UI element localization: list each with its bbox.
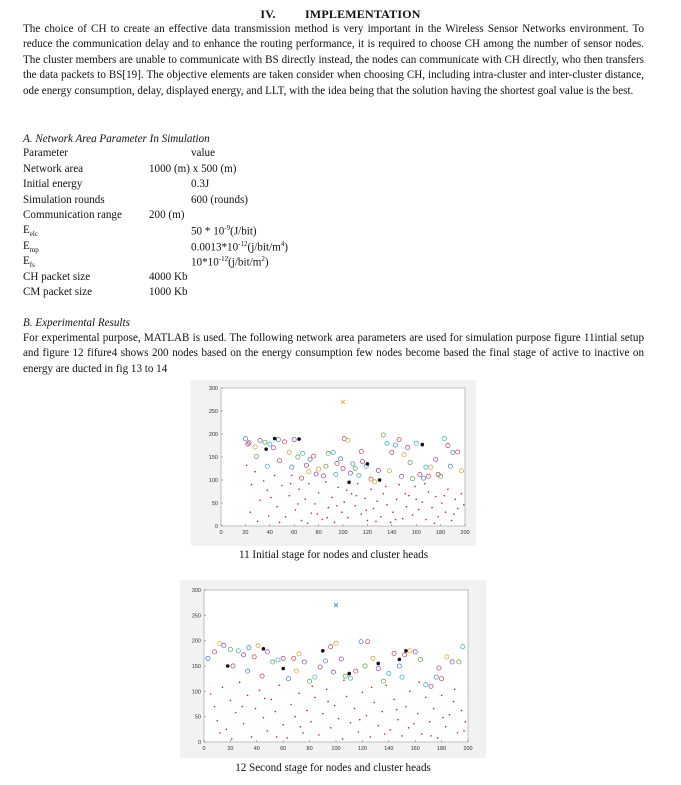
dead-node-point [364,498,366,500]
dead-node-point [437,516,439,518]
dead-node-point [290,704,292,706]
cluster-head-point [404,649,408,653]
dead-node-point [219,732,221,734]
dead-node-point [263,717,265,719]
dead-node-point [271,699,273,701]
x-tick-label: 20 [242,530,249,536]
dead-node-point [263,480,265,482]
dead-node-point [370,736,372,738]
param-name: Communication range [23,209,122,221]
dead-node-point [338,718,340,720]
dead-node-point [342,738,344,740]
dead-node-point [307,522,309,524]
dead-node-point [279,522,281,524]
x-tick-label: 180 [436,530,446,536]
dead-node-point [414,486,416,488]
y-tick-label: 100 [208,478,218,484]
cluster-head-point [262,647,266,651]
dead-node-point [415,499,417,501]
dead-node-point [356,495,358,497]
dead-node-point [425,697,427,699]
dead-node-point [274,475,276,477]
value-end: ) [284,241,288,254]
dead-node-point [431,507,433,509]
dead-node-point [334,522,336,524]
dead-node-point [301,520,303,522]
dead-node-point [327,701,329,703]
dead-node-point [385,684,387,686]
dead-node-point [408,495,410,497]
dead-node-point [449,714,451,716]
dead-node-point [276,506,278,508]
dead-node-point [441,695,443,697]
dead-node-point [390,522,392,524]
dead-node-point [270,497,272,499]
dead-node-point [294,716,296,718]
dead-node-point [453,701,455,703]
dead-node-point [451,520,453,522]
dead-node-point [454,689,456,691]
x-tick-label: 40 [253,746,260,752]
dead-node-point [406,506,408,508]
param-subscript: elc [29,230,38,239]
cluster-head-point [398,658,402,662]
dead-node-point [308,483,310,485]
x-tick-label: 40 [266,530,273,536]
dead-node-point [421,733,423,735]
dead-node-point [314,503,316,505]
y-tick-label: 150 [191,664,201,670]
dead-node-point [358,731,360,733]
subsection-b-heading: B. Experimental Results [23,317,130,329]
x-tick-label: 60 [280,746,287,752]
subsection-a-heading: A. Network Area Parameter In Simulation [23,133,210,145]
dead-node-point [447,488,449,490]
dead-node-point [247,695,249,697]
dead-node-point [343,501,345,503]
x-tick-label: 80 [315,530,322,536]
plot-area [221,388,465,526]
dead-node-point [398,484,400,486]
dead-node-point [239,681,241,683]
dead-node-point [322,713,324,715]
param-symbol: E [23,240,30,252]
dead-node-point [243,723,245,725]
param-value: 1000 (m) x 500 (m) [149,163,237,175]
cluster-head-point [421,443,425,447]
y-tick-label: 200 [191,638,201,645]
y-tick-label: 300 [191,588,201,594]
dead-node-point [318,492,320,494]
dead-node-point [226,729,228,731]
dead-node-point [362,692,364,694]
figure-12-scatter-plot [180,580,486,758]
dead-node-point [413,723,415,725]
x-tick-label: 80 [306,746,313,752]
dead-node-point [465,721,467,723]
dead-node-point [376,500,378,502]
dead-node-point [346,696,348,698]
dead-node-point [445,726,447,728]
dead-node-point [357,483,359,485]
dead-node-point [331,497,333,499]
value-unit-exponent: 4 [280,240,285,248]
param-symbol: E [23,224,30,236]
dead-node-point [268,515,270,517]
dead-node-point [325,481,327,483]
value-main: 10*10 [191,256,219,269]
dead-node-point [311,685,313,687]
value-exponent: -12 [218,255,229,263]
param-value: 4000 Kb [149,271,188,283]
value-unit: (J/bit) [230,225,257,238]
dead-node-point [314,697,316,699]
dead-node-point [259,499,261,501]
cluster-head-point [264,447,268,451]
y-tick-label: 250 [208,409,218,415]
dead-node-point [298,488,300,490]
value-exponent: -12 [238,240,248,248]
param-value [191,255,269,269]
dead-node-point [409,691,411,693]
param-symbol: E [23,255,30,267]
x-tick-label: 120 [362,530,372,536]
y-tick-label: 250 [191,613,201,620]
parameter-table [0,0,681,300]
dead-node-point [417,713,419,715]
dead-node-point [326,689,328,691]
x-tick-label: 160 [411,530,421,536]
param-name: CM packet size [23,286,93,298]
value-exponent: -9 [224,224,231,232]
dead-node-point [365,510,367,512]
param-name: Simulation rounds [23,194,105,206]
x-tick-label: 120 [357,746,367,752]
x-tick-label: 140 [384,746,394,752]
dead-node-point [463,504,465,506]
dead-node-point [300,726,302,728]
dead-node-point [295,509,297,511]
dead-node-point [210,693,212,695]
dead-node-point [216,720,218,722]
param-name: Initial energy [23,178,83,190]
dead-node-point [408,727,410,729]
dead-node-point [310,721,312,723]
dead-node-point [457,508,459,510]
x-tick-label: 140 [387,530,397,536]
param-subscript: mp [29,246,39,255]
dead-node-point [302,732,304,734]
dead-node-point [291,475,293,477]
dead-node-point [297,503,299,505]
dead-node-point [463,730,465,732]
dead-node-point [354,708,356,710]
dead-node-point [392,511,394,513]
value-unit: (j/bit/m [247,241,281,254]
x-tick-label: 0 [202,746,206,752]
dead-node-point [422,501,424,503]
param-value: 1000 Kb [149,286,188,298]
dead-node-point [367,520,369,522]
dead-node-point [328,507,330,509]
param-value [191,224,257,238]
plot-area [204,590,468,742]
dead-node-point [334,705,336,707]
cluster-head-point [321,649,325,653]
dead-node-point [397,719,399,721]
dead-node-point [430,735,432,737]
param-header-value: value [191,147,216,159]
dead-node-point [433,708,435,710]
dead-node-point [443,495,445,497]
cluster-head-point [297,437,301,441]
dead-node-point [281,485,283,487]
param-name: Network area [23,163,84,175]
dead-node-point [441,502,443,504]
y-tick-label: 200 [208,432,218,438]
dead-node-point [330,727,332,729]
cluster-head-point [273,437,277,441]
dead-node-point [389,729,391,731]
dead-node-point [445,511,447,513]
param-value: 600 (rounds) [191,194,249,206]
x-tick-label: 180 [437,746,447,752]
dead-node-point [396,499,398,501]
dead-node-point [310,512,312,514]
x-tick-label: 0 [219,530,223,536]
dead-node-point [454,499,456,501]
dead-node-point [404,493,406,495]
dead-node-point [298,693,300,695]
param-name [23,255,35,269]
dead-node-point [304,499,306,501]
dead-node-point [402,518,404,520]
dead-node-point [381,711,383,713]
dead-node-point [321,519,323,521]
dead-node-point [251,484,253,486]
cluster-head-point [347,481,351,485]
dead-node-point [276,736,278,738]
y-tick-label: 0 [214,524,218,530]
dead-node-point [370,488,372,490]
dead-node-point [290,483,292,485]
dead-node-point [249,511,251,513]
x-tick-label: 200 [463,746,473,752]
value-unit-exponent: 2 [261,255,265,263]
dead-node-point [285,516,287,518]
x-tick-label: 160 [410,746,420,752]
dead-node-point [267,489,269,491]
figure-11-frame [191,380,476,546]
dead-node-point [289,495,291,497]
dead-node-point [318,734,320,736]
dead-node-point [461,493,463,495]
dead-node-point [424,483,426,485]
dead-node-point [341,511,343,513]
param-value: 200 (m) [149,209,185,221]
dead-node-point [326,517,328,519]
dead-node-point [359,719,361,721]
figure-12-frame [180,580,486,758]
section-title: IMPLEMENTATION [304,7,421,21]
cluster-head-point [376,662,380,666]
dead-node-point [412,514,414,516]
dead-node-point [375,521,377,523]
dead-node-point [350,722,352,724]
dead-node-point [255,708,257,710]
dead-node-point [343,679,345,681]
dead-node-point [286,737,288,739]
y-tick-label: 50 [194,714,201,721]
y-tick-label: 100 [191,689,201,696]
value-unit: (j/bit/m [228,256,262,269]
y-tick-label: 150 [208,455,218,461]
dead-node-point [346,489,348,491]
dead-node-point [437,737,439,739]
dead-node-point [267,730,269,732]
dead-node-point [354,505,356,507]
y-tick-label: 0 [197,740,201,746]
dead-node-point [386,504,388,506]
param-name: CH packet size [23,271,91,283]
implementation-paragraph: The choice of CH to create an effective data transmission method is very important in the Wireless Sensor Networks environment. To reduce the communication delay and to enhance the routing performance, it is required to choose CH among the number of sensor nodes. The cluster members are unable to communicate with BS directly instead, the nodes can communicate with CH directly, who then transfers the data packets to BS[19]. The objective elements are taken consider when choosing CH, including intra-cluster and inter-cluster distance, ode energy consumption, delay, displayed energy, and LLT, with the idea being that the solution having the shortest goal value is the best. [23,23,644,97]
dead-node-point [428,491,430,493]
dead-node-point [235,712,237,714]
param-value: 0.3J [191,178,210,190]
dead-node-point [401,735,403,737]
dead-node-point [371,686,373,688]
dead-node-point [264,698,266,700]
y-tick-label: 300 [208,386,218,392]
dead-node-point [457,732,459,734]
dead-node-point [351,493,353,495]
dead-node-point [337,487,339,489]
dead-node-point [366,715,368,717]
dead-node-point [306,710,308,712]
x-tick-label: 20 [227,746,234,752]
dead-node-point [396,709,398,711]
dead-node-point [435,496,437,498]
figure-11-caption: 11 Initial stage for nodes and cluster heads [238,549,429,561]
param-header-name: Parameter [23,147,68,159]
value-main: 0.0013*10 [191,241,239,254]
x-tick-label: 60 [291,530,298,536]
value-end: ) [264,256,269,269]
dead-node-point [384,733,386,735]
dead-node-point [461,710,463,712]
dead-node-point [418,681,420,683]
dead-node-point [425,519,427,521]
section-number: IV. [260,7,276,21]
dead-node-point [373,702,375,704]
dead-node-point [251,736,253,738]
param-name [23,224,38,238]
dead-node-point [377,725,379,727]
dead-node-point [395,519,397,521]
dead-node-point [382,493,384,495]
dead-node-point [317,513,319,515]
dead-node-point [274,711,276,713]
dead-node-point [347,517,349,519]
cluster-head-point [347,672,351,676]
dead-node-point [246,464,248,466]
param-name [23,240,39,254]
dead-node-point [336,505,338,507]
dead-node-point [385,486,387,488]
dead-node-point [214,706,216,708]
dead-node-point [453,513,455,515]
dead-node-point [429,721,431,723]
param-value [191,240,288,254]
dead-node-point [418,509,420,511]
dead-node-point [380,516,382,518]
x-tick-label: 200 [460,530,470,536]
y-tick-label: 50 [211,501,218,507]
dead-node-point [405,706,407,708]
dead-node-point [278,684,280,686]
dead-node-point [259,690,261,692]
x-tick-label: 100 [338,530,348,536]
dead-node-point [442,717,444,719]
figure-12-caption: 12 Second stage for nodes and cluster heads [235,762,431,774]
dead-node-point [231,738,233,740]
dead-node-point [393,699,395,701]
dead-node-point [241,706,243,708]
cluster-head-point [226,664,230,668]
dead-node-point [230,700,232,702]
value-main: 50 * 10 [191,225,225,238]
cluster-head-point [366,462,370,466]
experimental-paragraph: For experimental purpose, MATLAB is used. The following network area parameters are used for simulation purpose figure 11intial setup and figure 12 fifure4 shows 200 nodes based on the energy consumption few nodes become based the final stage of active to inactive on energy are ducted in fig 13 to 14 [23,332,644,375]
dead-node-point [257,521,259,523]
cluster-head-point [378,478,382,482]
dead-node-point [282,724,284,726]
dead-node-point [434,522,436,524]
cluster-head-point [281,667,285,671]
x-tick-label: 100 [331,746,341,752]
figure-11-scatter-plot [191,380,476,546]
dead-node-point [361,513,363,515]
param-subscript: fs [29,261,35,270]
dead-node-point [222,686,224,688]
dead-node-point [373,508,375,510]
dead-node-point [254,471,256,473]
